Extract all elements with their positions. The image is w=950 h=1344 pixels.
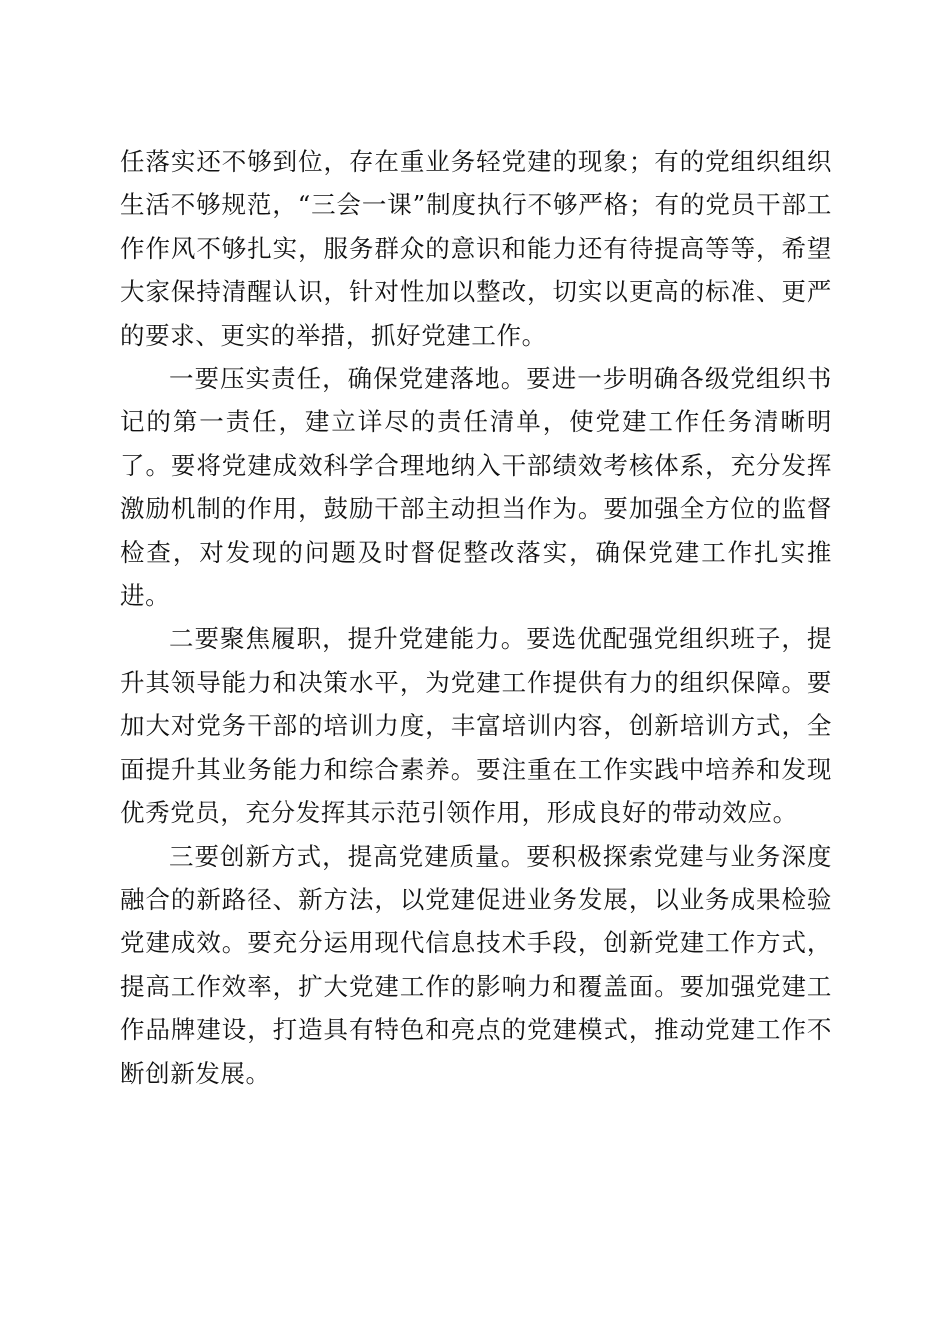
paragraph-innovation: 三要创新方式，提高党建质量。要积极探索党建与业务深度融合的新路径、新方法，以党建促进业务发展，以业务成果检验党建成效。要充分运用现代信息技术手段，创新党建工作方式，提高工作效率，扩大党建工作的影响力和覆盖面。要加强党建工作品牌建设，打造具有特色和亮点的党建模式，推动党建工作不断创新发展。 — [120, 841, 832, 1088]
paragraph-capability: 二要聚焦履职，提升党建能力。要选优配强党组织班子，提升其领导能力和决策水平，为党建工作提供有力的组织保障。要加大对党务干部的培训力度，丰富培训内容，创新培训方式，全面提升其业务能力和综合素养。要注重在工作实践中培养和发现优秀党员，充分发挥其示范引领作用，形成良好的带动效应。 — [120, 624, 832, 828]
paragraph-responsibility: 一要压实责任，确保党建落地。要进一步明确各级党组织书记的第一责任，建立详尽的责任清单，使党建工作任务清晰明了。要将党建成效科学合理地纳入干部绩效考核体系，充分发挥激励机制的作用，鼓励干部主动担当作为。要加强全方位的监督检查，对发现的问题及时督促整改落实，确保党建工作扎实推进。 — [120, 364, 832, 611]
paragraph-continuation: 任落实还不够到位，存在重业务轻党建的现象；有的党组织组织生活不够规范，“三会一课”制度执行不够严格；有的党员干部工作作风不够扎实，服务群众的意识和能力还有待提高等等，希望大家保持清醒认识，针对性加以整改，切实以更高的标准、更严的要求、更实的举措，抓好党建工作。 — [120, 147, 832, 350]
document-body — [120, 140, 832, 1095]
